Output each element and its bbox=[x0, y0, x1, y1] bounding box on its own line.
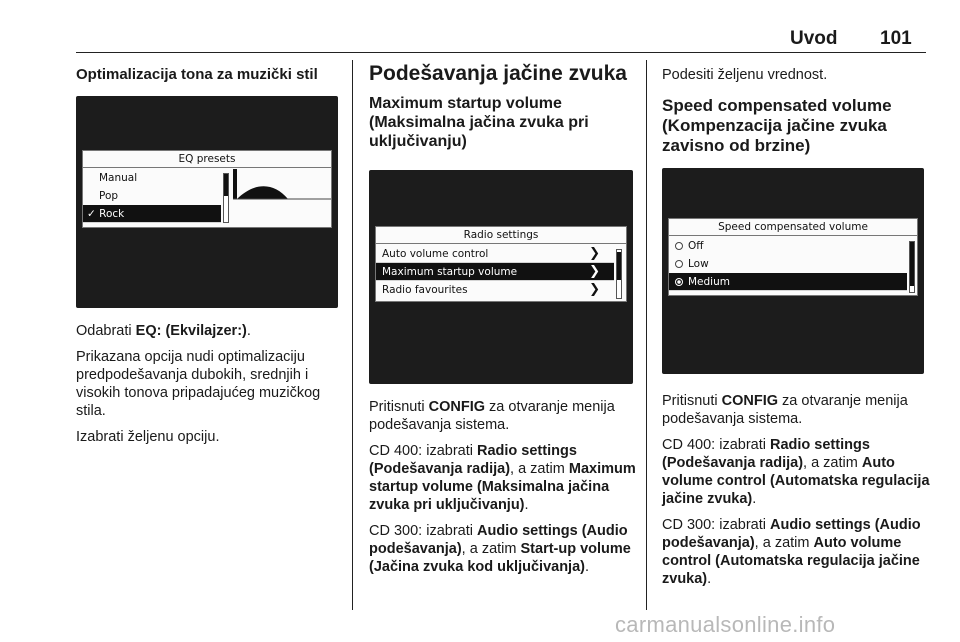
speed-compensated-scrollbar-thumb[interactable] bbox=[910, 242, 914, 286]
eq-preset-list bbox=[83, 169, 221, 223]
section-heading-speed-compensated: Speed compensated volume (Kompenzacija jačine zvuka zavisno od brzine) bbox=[662, 96, 892, 155]
eq-paragraph-1: Odabrati EQ: (Ekvilajzer:). bbox=[76, 323, 251, 339]
speed-compensated-scrollbar[interactable] bbox=[909, 241, 915, 293]
speed-paragraph-3: CD 300: izabrati Audio settings (Audio podešavanja), a zatim Auto volume control (Automatska regulacija jačine zvuka). bbox=[662, 517, 921, 587]
eq-paragraph-3: Izabrati željenu opciju. bbox=[76, 429, 220, 445]
intro-paragraph: Podesiti željenu vrednost. bbox=[662, 67, 828, 83]
volume-paragraph-2: CD 400: izabrati Radio settings (Podešavanja radija), a zatim Maximum startup volume (Maksimalna jačina zvuka pri uključivanju). bbox=[369, 443, 636, 513]
radio-settings-screenshot bbox=[369, 170, 633, 384]
radio-settings-list bbox=[376, 245, 614, 299]
speed-compensated-screen bbox=[668, 218, 918, 296]
column-eq-text bbox=[76, 322, 346, 454]
column-volume-text bbox=[369, 398, 641, 584]
eq-paragraph-2: Prikazana opcija nudi optimalizaciju predpodešavanja dubokih, srednjih i visokih tonova pripadajućeg muzičkog stila. bbox=[76, 349, 321, 419]
eq-preset-rock[interactable]: ✓ Rock bbox=[83, 205, 221, 223]
radio-settings-scrollbar-thumb[interactable] bbox=[617, 252, 621, 280]
menu-item-radio-favourites[interactable]: Radio favourites ❯ bbox=[382, 282, 600, 297]
radio-empty-icon bbox=[675, 260, 683, 268]
option-medium[interactable]: Medium bbox=[669, 273, 907, 291]
section-heading-eq: Optimalizacija tona za muzički stil bbox=[76, 66, 318, 83]
page-number: 101 bbox=[880, 28, 912, 49]
volume-paragraph-3: CD 300: izabrati Audio settings (Audio podešavanja), a zatim Start-up volume (Jačina zvuka kod uključivanja). bbox=[369, 523, 631, 575]
eq-curve-graphic bbox=[233, 169, 332, 228]
speed-paragraph-1: Pritisnuti CONFIG za otvaranje menija podešavanja sistema. bbox=[662, 393, 908, 427]
chevron-right-icon: ❯ bbox=[589, 246, 600, 261]
check-icon: ✓ bbox=[87, 208, 96, 220]
option-low[interactable]: Low bbox=[669, 255, 907, 273]
eq-preset-pop[interactable]: Pop bbox=[99, 190, 119, 202]
option-off[interactable]: Off bbox=[669, 237, 907, 255]
screen-title: Radio settings bbox=[376, 227, 626, 244]
screen-title: Speed compensated volume bbox=[669, 219, 917, 236]
speed-compensated-screenshot bbox=[662, 168, 924, 374]
header-divider bbox=[76, 52, 926, 53]
radio-settings-scrollbar[interactable] bbox=[616, 249, 622, 299]
column-volume bbox=[369, 62, 639, 159]
watermark: carmanualsonline.info bbox=[615, 612, 836, 637]
eq-scrollbar[interactable] bbox=[223, 173, 229, 223]
menu-item-auto-volume-control[interactable]: Auto volume control ❯ bbox=[376, 245, 614, 263]
volume-paragraph-1: Pritisnuti CONFIG za otvaranje menija podešavanja sistema. bbox=[369, 399, 615, 433]
eq-presets-screenshot bbox=[76, 96, 338, 308]
eq-presets-screen bbox=[82, 150, 332, 228]
eq-preset-manual[interactable]: Manual bbox=[99, 172, 138, 184]
radio-settings-screen bbox=[375, 226, 627, 302]
column-speed-text bbox=[662, 392, 934, 596]
section-heading-volume: Podešavanja jačine zvuka bbox=[369, 62, 627, 85]
column-eq bbox=[76, 62, 346, 92]
radio-empty-icon bbox=[675, 242, 683, 250]
screen-title: EQ presets bbox=[83, 151, 331, 168]
column-divider-1 bbox=[352, 60, 353, 610]
radio-selected-icon bbox=[675, 278, 683, 286]
chevron-right-icon: ❯ bbox=[589, 282, 600, 297]
page-header-title: Uvod bbox=[790, 28, 838, 49]
speed-compensated-options bbox=[669, 237, 907, 291]
column-speed-compensated bbox=[662, 62, 932, 166]
chevron-right-icon: ❯ bbox=[589, 264, 600, 279]
eq-scrollbar-thumb[interactable] bbox=[224, 174, 228, 196]
menu-item-maximum-startup-volume[interactable]: Maximum startup volume ❯ bbox=[376, 263, 614, 281]
speed-paragraph-2: CD 400: izabrati Radio settings (Podešavanja radija), a zatim Auto volume control (Automatska regulacija jačine zvuka). bbox=[662, 437, 930, 507]
subheading-max-startup: Maximum startup volume (Maksimalna jačina zvuka pri uključivanju) bbox=[369, 95, 589, 150]
column-divider-2 bbox=[646, 60, 647, 610]
